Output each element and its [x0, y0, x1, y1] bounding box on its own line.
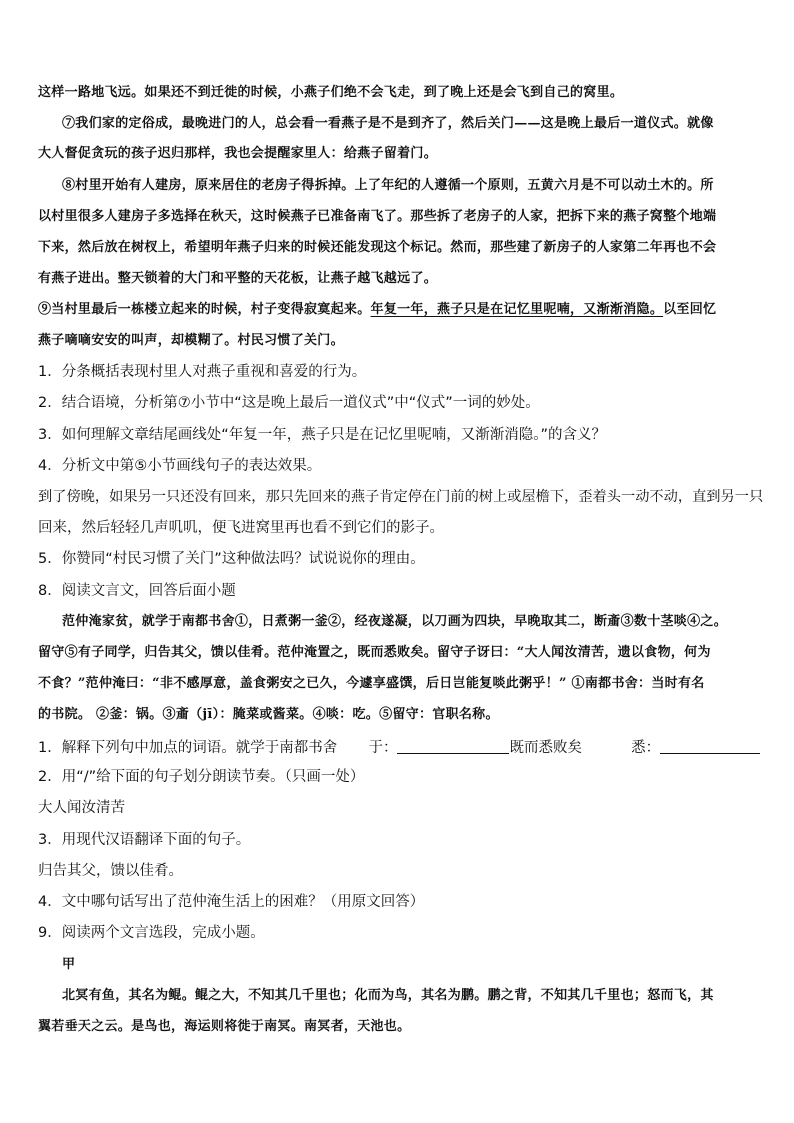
question-2: 2．结合语境，分析第⑦小节中“这是晚上最后一道仪式”中“仪式”一词的妙处。	[38, 395, 540, 411]
question-5: 5．你赞同“村民习惯了关门”这种做法吗？试说说你的理由。	[38, 551, 425, 567]
section-8-text-line1: 范仲淹家贫，就学于南都书舍①，日煮粥一釜②，经夜遂凝，以刀画为四块，早晚取其二，断齑③数十茎啖④之。	[62, 614, 728, 629]
section-8-notes: 的书院。 ②釜：锅。③齑（jī）：腌菜或酱菜。④啖：吃。⑤留守：官职名称。	[38, 707, 499, 722]
paragraph-9-text-tail: 以至回忆	[663, 302, 717, 317]
question-1: 1．分条概括表现村里人对燕子重视和喜爱的行为。	[38, 364, 367, 380]
section-8-question-1	[38, 739, 760, 756]
question-3: 3．如何理解文章结尾画线处“年复一年，燕子只是在记忆里呢喃，又渐渐消隐。”的含义？	[38, 427, 606, 443]
section-9-text-line1: 北冥有鱼，其名为鲲。鲲之大，不知其几千里也；化而为鸟，其名为鹏。鹏之背，不知其几千里也；怒而飞，其	[62, 988, 714, 1003]
section-9-title: 9．阅读两个文言选段，完成小题。	[38, 925, 265, 941]
answer-blank-yu[interactable]	[397, 739, 509, 754]
section-8-text-line2: 留守⑤有子同学，归告其父，馈以佳肴。范仲淹置之，既而悉败矣。留守子讶曰：“大人闻汝清苦，遗以食物，何为	[38, 645, 711, 660]
section-8-title: 8．阅读文言文，回答后面小题	[38, 583, 236, 599]
paragraph-9-line2: 燕子嘀嘀安安的叫声，却模糊了。村民习惯了关门。	[38, 333, 344, 348]
paragraph-8-line1: ⑧村里开始有人建房，原来居住的老房子得拆掉。上了年纪的人遵循一个原则，五黄六月是不可以动土木的。所	[62, 178, 714, 193]
question-4-quote-line2: 回来，然后轻轻几声叽叽，便飞进窝里再也看不到它们的影子。	[38, 520, 444, 536]
paragraph-9-line1	[38, 303, 716, 316]
label-xi: 悉：	[631, 740, 661, 756]
question-4-quote-line1: 到了傍晚，如果另一只还没有回来，那只先回来的燕子肯定停在门前的树上或屋檐下，歪着头一动不动，直到另一只	[38, 489, 764, 505]
question-4: 4．分析文中第⑤小节画线句子的表达效果。	[38, 458, 322, 474]
paragraph-7-line2: 大人督促贪玩的孩子迟归那样，我也会提醒家里人：给燕子留着门。	[38, 146, 438, 161]
paragraph-8-line2: 以村里很多人建房子多选择在秋天，这时候燕子已准备南飞了。那些拆了老房子的人家，把拆下来的燕子窝整个地端	[38, 209, 717, 224]
section-9-text-line2: 翼若垂天之云。是鸟也，海运则将徙于南冥。南冥者，天池也。	[38, 1019, 411, 1034]
label-yu: 于：	[368, 740, 398, 756]
question-text-2: 既而悉败矣	[509, 740, 582, 756]
answer-blank-xi[interactable]	[660, 739, 760, 754]
paragraph-7-line1: ⑦我们家的定俗成，最晚进门的人，总会看一看燕子是不是到齐了，然后关门——这是晚上最后一道仪式。就像	[62, 116, 714, 131]
section-8-question-3-sentence: 归告其父，馈以佳肴。	[38, 863, 183, 879]
section-8-text-line3: 不食？”范仲淹曰：“非不感厚意，盖食粥安之已久，今遽享盛馔，后日岂能复啖此粥乎！” ①南都书舍：当时有名	[38, 676, 705, 691]
section-8-question-3: 3．用现代汉语翻译下面的句子。	[38, 832, 251, 848]
section-9-label-jia: 甲	[62, 957, 76, 972]
paragraph-8-line3: 下来，然后放在树杈上，希望明年燕子归来的时候还能发现这个标记。然而，那些建了新房子的人家第二年再也不会	[38, 240, 717, 255]
section-8-question-2: 2．用“/”给下面的句子划分朗读节奏。（只画一处）	[38, 769, 365, 785]
underlined-sentence: 年复一年，燕子只是在记忆里呢喃，又渐渐消隐。	[370, 302, 664, 317]
question-text: 1．解释下列句中加点的词语。就学于南都书舍	[38, 740, 338, 756]
section-8-question-4: 4．文中哪句话写出了范仲淹生活上的困难？（用原文回答）	[38, 894, 425, 910]
section-8-question-2-sentence: 大人闻汝清苦	[38, 800, 125, 816]
paragraph-8-line4: 有燕子进出。整天锁着的大门和平整的天花板，让燕子越飞越远了。	[38, 271, 438, 286]
passage-line: 这样一路地飞远。如果还不到迁徙的时候，小燕子们绝不会飞走，到了晚上还是会飞到自己的窝里。	[38, 85, 624, 100]
paragraph-9-text: ⑨当村里最后一栋楼立起来的时候，村子变得寂寞起来。	[38, 302, 371, 317]
